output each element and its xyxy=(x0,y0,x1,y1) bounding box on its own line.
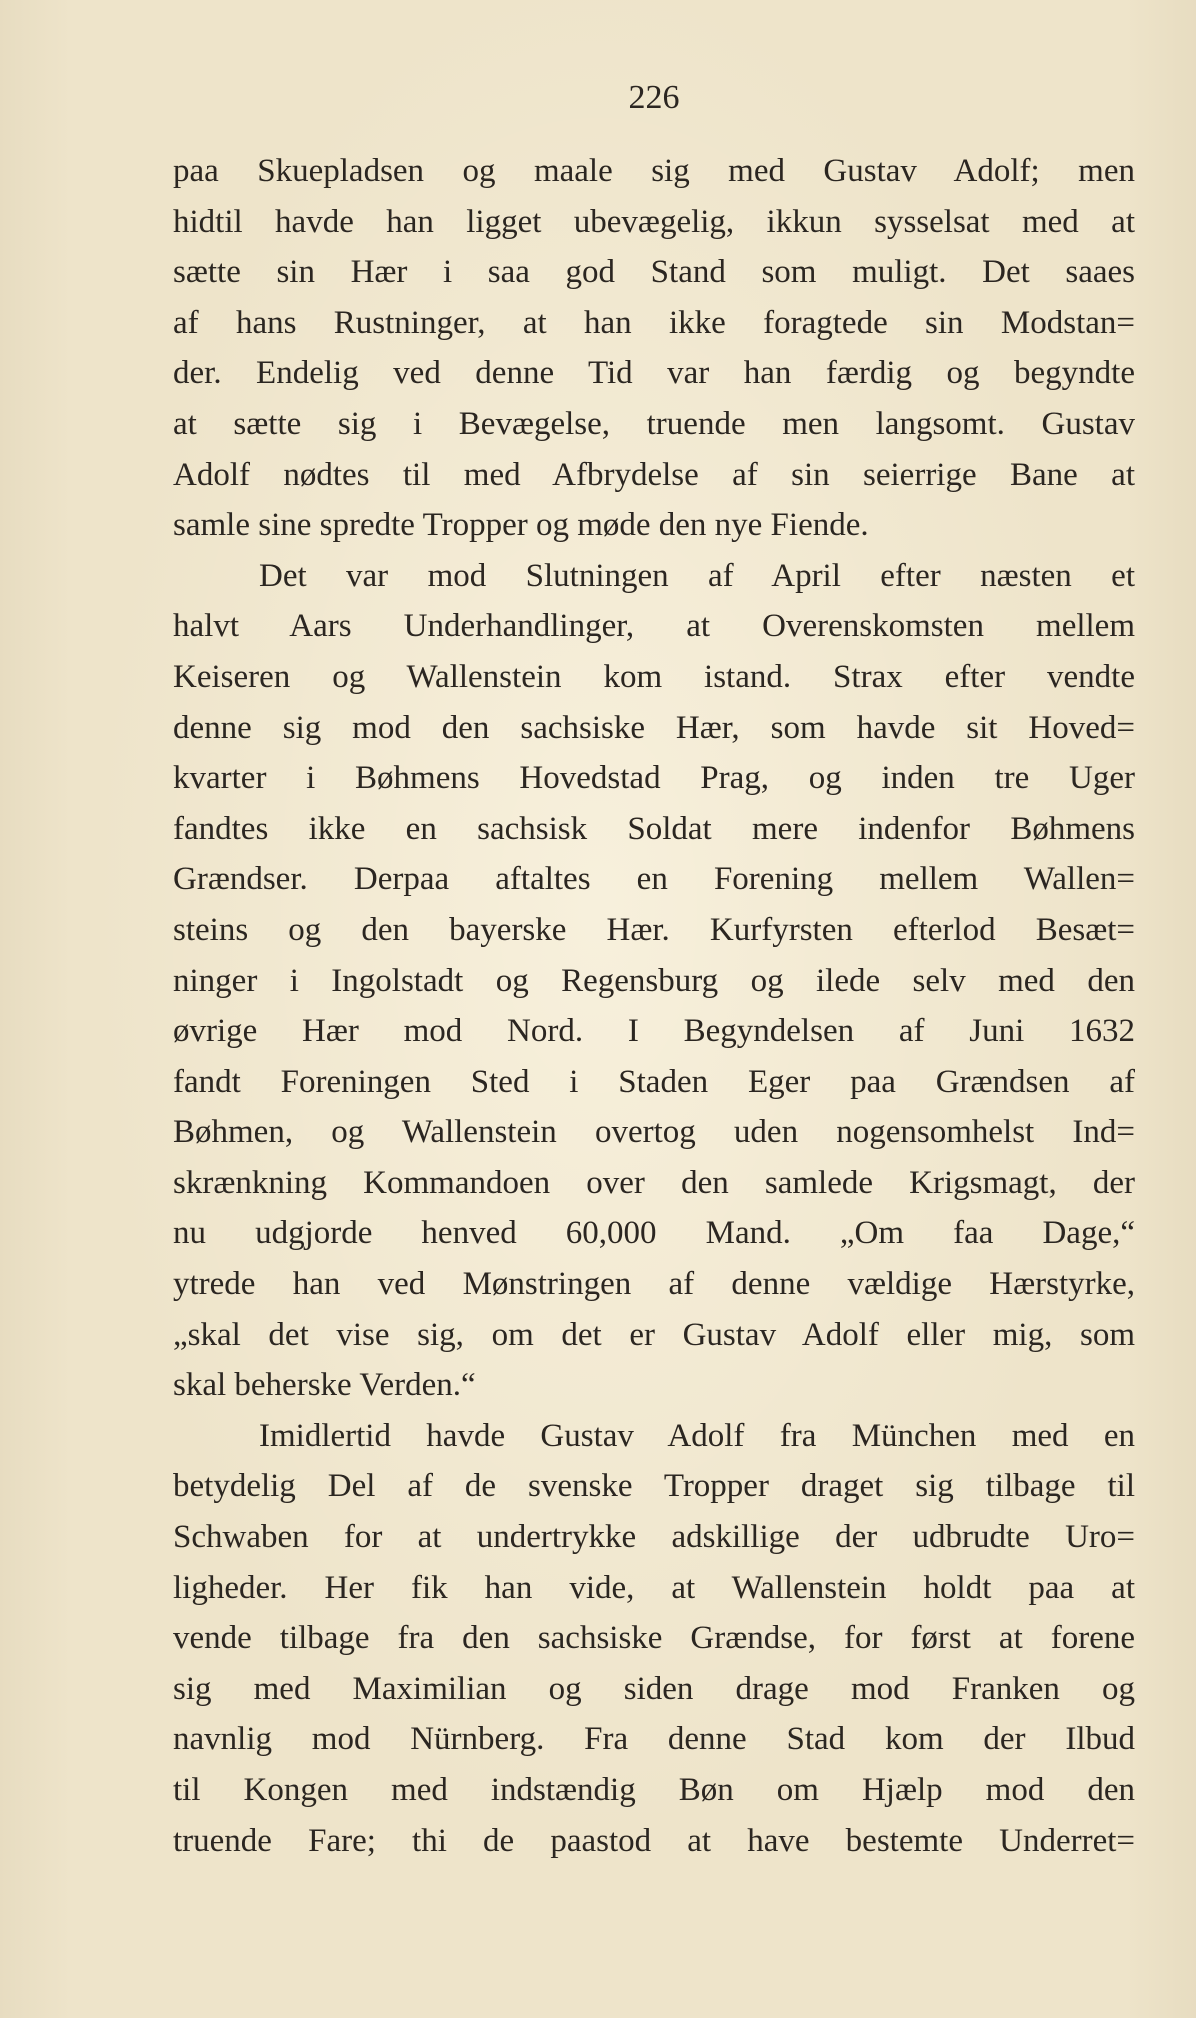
text-line: sætte sin Hær i saa god Stand som muligt. Det saaes xyxy=(173,254,1135,291)
text-line: Keiseren og Wallenstein kom istand. Strax efter vendte xyxy=(173,658,1135,695)
text-line: Det var mod Slutningen af April efter næsten et xyxy=(259,557,1135,594)
text-line: vende tilbage fra den sachsiske Grændse, for først at forene xyxy=(173,1620,1135,1657)
text-line: paa Skuepladsen og maale sig med Gustav Adolf; men xyxy=(173,153,1135,189)
text-line: halvt Aars Underhandlinger, at Overenskomsten mellem xyxy=(173,608,1135,645)
text-line: skrænkning Kommandoen over den samlede Krigsmagt, der xyxy=(173,1164,1135,1201)
text-line: steins og den bayerske Hær. Kurfyrsten efterlod Besæt= xyxy=(173,911,1135,948)
text-line: hidtil havde han ligget ubevægelig, ikkun sysselsat med at xyxy=(173,203,1135,240)
text-line: truende Fare; thi de paastod at have bestemte Underret= xyxy=(173,1822,1135,1859)
text-line: ytrede han ved Mønstringen af denne vældige Hærstyrke, xyxy=(173,1266,1135,1303)
text-line: „skal det vise sig, om det er Gustav Adolf eller mig, som xyxy=(173,1316,1135,1353)
text-line: nu udgjorde henved 60,000 Mand. „Om faa Dage,“ xyxy=(173,1215,1135,1252)
body-text xyxy=(173,146,1135,1866)
text-line: til Kongen med indstændig Bøn om Hjælp mod den xyxy=(173,1772,1135,1808)
text-line: Bøhmen, og Wallenstein overtog uden nogensomhelst Ind= xyxy=(173,1114,1135,1151)
text-line: kvarter i Bøhmens Hovedstad Prag, og inden tre Uger xyxy=(173,760,1135,797)
text-line: Imidlertid havde Gustav Adolf fra München med en xyxy=(259,1417,1135,1454)
text-line: Adolf nødtes til med Afbrydelse af sin seierrige Bane at xyxy=(173,456,1135,493)
text-line: navnlig mod Nürnberg. Fra denne Stad kom der Ilbud xyxy=(173,1721,1135,1758)
text-line: fandt Foreningen Sted i Staden Eger paa Grændsen af xyxy=(173,1063,1135,1100)
text-line: af hans Rustninger, at han ikke foragtede sin Modstan= xyxy=(173,304,1135,341)
text-line: ninger i Ingolstadt og Regensburg og ilede selv med den xyxy=(173,962,1135,999)
page-number: 226 xyxy=(628,79,680,116)
text-line: samle sine spredte Tropper og møde den nye Fiende. xyxy=(173,507,869,544)
text-line: ligheder. Her fik han vide, at Wallenstein holdt paa at xyxy=(173,1569,1135,1606)
text-line: øvrige Hær mod Nord. I Begyndelsen af Juni 1632 xyxy=(173,1013,1135,1050)
paragraph xyxy=(173,146,1135,551)
text-line: Schwaben for at undertrykke adskillige der udbrudte Uro= xyxy=(173,1519,1135,1556)
text-line: at sætte sig i Bevægelse, truende men langsomt. Gustav xyxy=(173,405,1135,442)
text-line: Grændser. Derpaa aftaltes en Forening mellem Wallen= xyxy=(173,861,1135,898)
text-line: skal beherske Verden.“ xyxy=(173,1367,476,1404)
paragraph xyxy=(173,1411,1135,1866)
text-line: denne sig mod den sachsiske Hær, som havde sit Hoved= xyxy=(173,709,1135,746)
text-line: der. Endelig ved denne Tid var han færdig og begyndte xyxy=(173,355,1135,392)
paragraph xyxy=(173,551,1135,1411)
text-line: betydelig Del af de svenske Tropper draget sig tilbage til xyxy=(173,1468,1135,1505)
text-line: fandtes ikke en sachsisk Soldat mere indenfor Bøhmens xyxy=(173,810,1135,847)
text-line: sig med Maximilian og siden drage mod Franken og xyxy=(173,1670,1135,1707)
